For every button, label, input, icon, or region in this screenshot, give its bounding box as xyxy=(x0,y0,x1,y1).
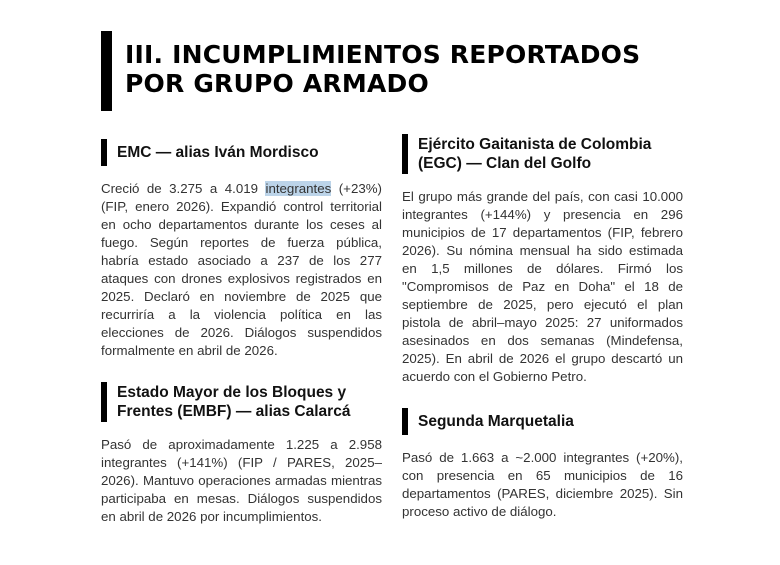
section-heading-egc xyxy=(402,134,683,174)
section-body-emc[interactable] xyxy=(101,180,382,360)
body-text-segment: (+23%) (FIP, enero 2026). Expandió control territorial en ocho departamentos durante los ceses al fuego. Según reportes de fuerza pública, habría estado asociado a 237 de los 277 ataques con drones explosivos registrados en 2025. Declaró en noviembre de 2025 que recurriría a la violencia política en las elecciones de 2026. Diálogos suspendidos formalmente en abril de 2026. xyxy=(101,181,382,358)
section-heading-line-2: Frentes (EMBF) — alias Calarcá xyxy=(117,403,351,420)
page-title-text xyxy=(125,40,640,98)
section-heading-text: EMC — alias Iván Mordisco xyxy=(117,144,319,161)
section-body-segunda-marquetalia[interactable]: Pasó de 1.663 a ~2.000 integrantes (+20%), con presencia en 65 municipios de 16 departamentos (PARES, diciembre 2025). Sin proceso activo de diálogo. xyxy=(402,450,683,519)
selected-text-highlight[interactable]: integrantes xyxy=(265,181,332,196)
body-text-segment: Creció de 3.275 a 4.019 xyxy=(101,181,266,196)
section-body-embf[interactable]: Pasó de aproximadamente 1.225 a 2.958 integrantes (+141%) (FIP / PARES, 2025–2026). Mantuvo operaciones armadas mientras participaba en mesas. Diálogos suspendidos en abril de 2026 por incumplimientos. xyxy=(101,437,382,524)
left-column xyxy=(101,139,382,526)
section-heading-line-1: Ejército Gaitanista de Colombia xyxy=(418,136,652,153)
section-heading-segunda-marquetalia xyxy=(402,408,683,435)
page-title-line-1: III. INCUMPLIMIENTOS REPORTADOS xyxy=(125,40,641,69)
right-column xyxy=(402,134,683,521)
section-heading-line-1: Estado Mayor de los Bloques y xyxy=(117,384,347,401)
page-title-line-2: POR GRUPO ARMADO xyxy=(125,69,429,98)
section-heading-text: Segunda Marquetalia xyxy=(418,413,574,430)
section-heading-emc xyxy=(101,139,382,166)
section-heading-embf xyxy=(101,382,382,422)
section-body-egc[interactable]: El grupo más grande del país, con casi 10.000 integrantes (+144%) y presencia en 296 municipios de 17 departamentos (FIP, febrero 2026). Su nómina mensual ha sido estimada en 1,5 millones de dólares. Firmó los "Compromisos de Paz en Doha" el 18 de septiembre de 2025, pero ejecutó el plan pistola de abril–mayo 2025: 27 uniformados asesinados en dos semanas (Mindefensa, 2025). En abril de 2026 el grupo descartó un acuerdo con el Gobierno Petro. xyxy=(402,189,683,384)
section-heading-line-2: (EGC) — Clan del Golfo xyxy=(418,155,592,172)
page-title xyxy=(101,31,640,111)
